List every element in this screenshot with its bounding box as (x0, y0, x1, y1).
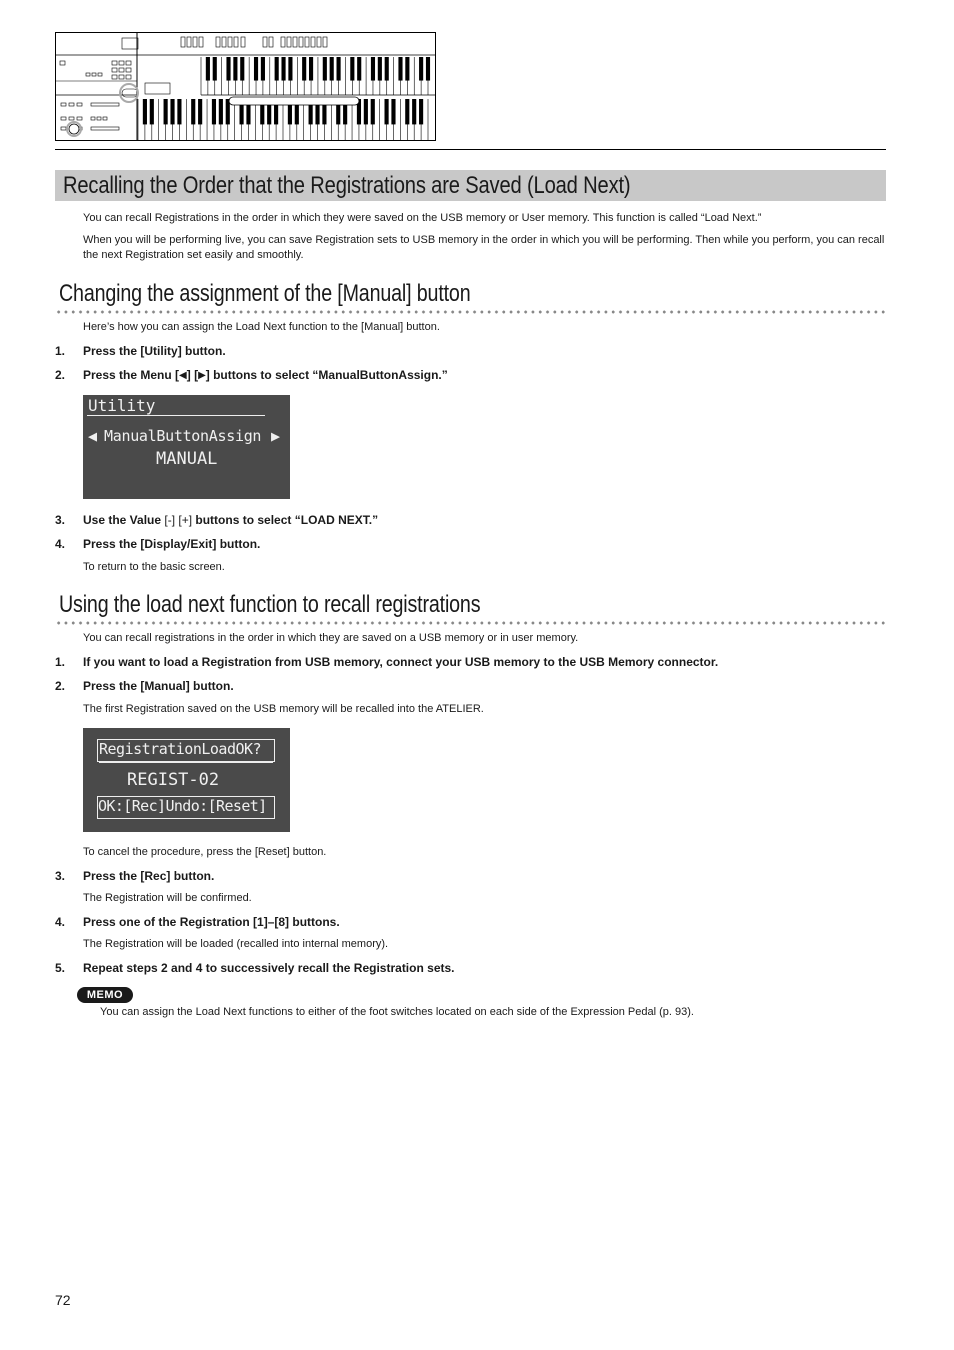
step-text-part: ] [ (186, 368, 199, 382)
step-text: Press the [Manual] button. (83, 679, 234, 693)
step-text-part: Use the Value (83, 513, 165, 527)
step-number: 5. (55, 961, 66, 975)
step-text: Press the [Utility] button. (83, 344, 226, 358)
step-text: If you want to load a Registration from USB memory, connect your USB memory to the USB Memory connector. (83, 655, 719, 669)
top-rule (55, 149, 886, 150)
step-text: Press the [Display/Exit] button. (83, 537, 261, 551)
lcd-line: REGIST-02 (127, 770, 220, 790)
lcd-screen-registration-load (83, 728, 290, 832)
page-number: 72 (55, 1292, 71, 1308)
step-number: 3. (55, 513, 66, 527)
dotted-divider (55, 621, 886, 625)
step-text: Repeat steps 2 and 4 to successively recall the Registration sets. (83, 961, 455, 975)
lcd-screen-utility (83, 395, 290, 499)
lcd-underline (99, 762, 273, 763)
right-arrow-icon: ▶ (271, 427, 281, 445)
subsection-title-manual-button: Changing the assignment of the [Manual] button (59, 280, 471, 307)
dotted-divider (55, 310, 886, 314)
step-number: 2. (55, 679, 66, 693)
step-text (83, 368, 448, 382)
lcd-line: RegistrationLoadOK? (99, 740, 262, 758)
organ-keyboard-illustration (56, 33, 435, 140)
lcd-line: MANUAL (156, 449, 218, 469)
subsection-title-load-next: Using the load next function to recall registrations (59, 591, 481, 618)
intro-paragraph-1: You can recall Registrations in the order in which they were saved on the USB memory or User memory. This function is called “Load Next.” (83, 212, 762, 224)
step-note: To cancel the procedure, press the [Reset] button. (83, 846, 327, 858)
step-note: The Registration will be confirmed. (83, 892, 252, 904)
step-text: Press one of the Registration [1]–[8] buttons. (83, 915, 340, 929)
step-text: Press the [Rec] button. (83, 869, 215, 883)
lcd-line: Utility (88, 396, 156, 415)
step-number: 1. (55, 655, 66, 669)
step-number: 1. (55, 344, 66, 358)
step-text-part: Press the Menu [ (83, 368, 180, 382)
step-number: 2. (55, 368, 66, 382)
subsection-intro: Here’s how you can assign the Load Next function to the [Manual] button. (83, 321, 440, 333)
lcd-underline (87, 415, 265, 416)
lcd-line: OK:[Rec]Undo:[Reset] (98, 797, 267, 815)
intro-paragraph-2: When you will be performing live, you can save Registration sets to USB memory in the order in which you will be performing. Then while you perform, you can recall the next Registration set easily and smoothly. (83, 234, 885, 261)
step-text-part: ] buttons to select “ManualButtonAssign.” (205, 368, 448, 382)
lcd-line: ManualButtonAssign (104, 427, 262, 445)
subsection-intro: You can recall registrations in the order in which they are saved on a USB memory or in user memory. (83, 632, 579, 644)
step-number: 4. (55, 537, 66, 551)
memo-badge: MEMO (77, 987, 133, 1003)
step-text-part: buttons to select “LOAD NEXT.” (192, 513, 379, 527)
right-arrow-icon: ▶ (198, 370, 206, 381)
section-title: Recalling the Order that the Registrations are Saved (Load Next) (63, 171, 631, 199)
step-number: 3. (55, 869, 66, 883)
value-buttons-label: [-] [+] (164, 513, 193, 527)
step-note: The Registration will be loaded (recalled into internal memory). (83, 938, 389, 950)
left-arrow-icon: ◀ (88, 427, 98, 445)
instrument-panel-diagram (55, 32, 436, 141)
memo-text: You can assign the Load Next functions to either of the foot switches located on each side of the Expression Pedal (p. 93). (100, 1006, 694, 1018)
step-text (83, 513, 378, 527)
step-number: 4. (55, 915, 66, 929)
section-title-bar (55, 170, 886, 201)
step-note: To return to the basic screen. (83, 561, 225, 573)
left-arrow-icon: ◀ (179, 370, 187, 381)
step-note: The first Registration saved on the USB memory will be recalled into the ATELIER. (83, 703, 484, 715)
